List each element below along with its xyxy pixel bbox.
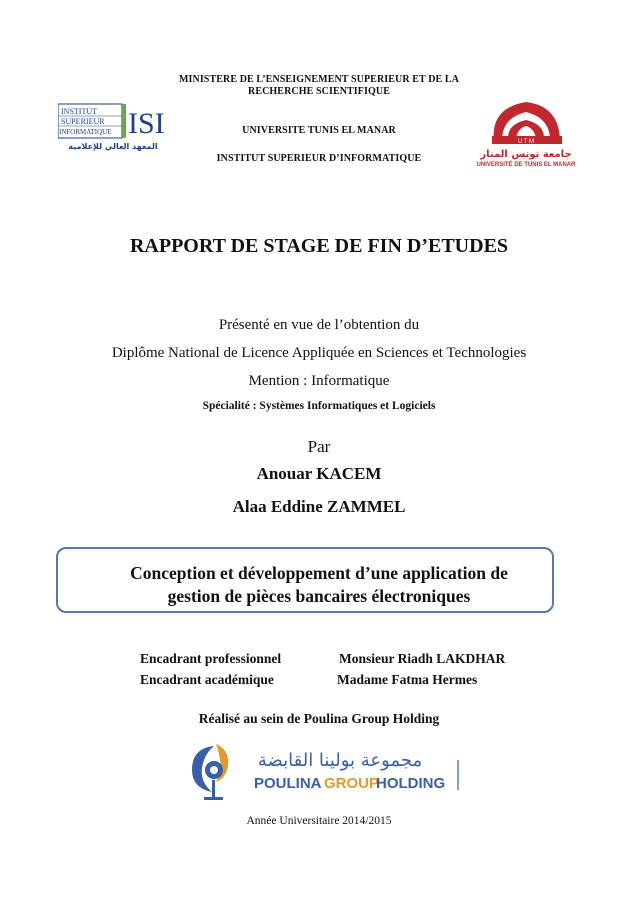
poulina-emblem-icon	[192, 744, 228, 800]
isi-line-1: INSTITUT	[61, 107, 97, 116]
utm-logo	[464, 90, 588, 170]
supervisor-academic-name: Madame Fatma Hermes	[337, 672, 478, 687]
utm-arabic: جامعة تونس المنار	[480, 149, 572, 160]
poulina-arabic: مجموعة بولينا القابضة	[257, 750, 423, 771]
isi-arabic: المعهد العالي للإعلامية	[68, 142, 158, 151]
author-1: Anouar KACEM	[256, 464, 382, 483]
isi-acronym: ISI	[128, 107, 165, 140]
presented-line: Présenté en vue de l’obtention du	[218, 317, 420, 333]
isi-line-3: INFORMATIQUE	[59, 128, 112, 136]
poulina-word-1: POULINA	[254, 775, 322, 792]
diploma-line: Diplôme National de Licence Appliquée en Sciences et Technologies	[111, 345, 527, 361]
realized-line: Réalisé au sein de Poulina Group Holding	[198, 711, 440, 726]
academic-year: Année Universitaire 2014/2015	[246, 815, 392, 827]
report-title: RAPPORT DE STAGE DE FIN D’ETUDES	[129, 235, 509, 257]
project-title-line-1: Conception et développement d’une application de	[130, 563, 508, 583]
ministry-line-2: RECHERCHE SCIENTIFIQUE	[248, 86, 390, 97]
by-label: Par	[307, 437, 331, 456]
poulina-word-3: HOLDING	[376, 775, 446, 792]
specialty-line: Spécialité : Systèmes Informatiques et Logiciels	[202, 400, 436, 412]
author-2: Alaa Eddine ZAMMEL	[232, 497, 406, 516]
utm-latin: UNIVERSITÉ DE TUNIS EL MANAR	[476, 162, 576, 168]
project-title-line-2: gestion de pièces bancaires électroniques	[167, 586, 471, 606]
university-name: UNIVERSITE TUNIS EL MANAR	[242, 125, 396, 136]
mention-line: Mention : Informatique	[248, 373, 390, 389]
supervisor-pro-role: Encadrant professionnel	[140, 651, 282, 666]
supervisor-academic-role: Encadrant académique	[140, 672, 274, 687]
isi-line-2: SUPERIEUR	[61, 117, 105, 126]
utm-letters: U T M	[517, 139, 535, 145]
ministry-line-1: MINISTERE DE L’ENSEIGNEMENT SUPERIEUR ET DE LA	[178, 74, 460, 85]
poulina-word-2: GROUP	[324, 775, 380, 792]
supervisor-pro-name: Monsieur Riadh LAKDHAR	[339, 651, 506, 666]
institute-name: INSTITUT SUPERIEUR D’INFORMATIQUE	[216, 153, 422, 164]
poulina-logo	[186, 740, 466, 806]
isi-logo	[58, 102, 168, 152]
